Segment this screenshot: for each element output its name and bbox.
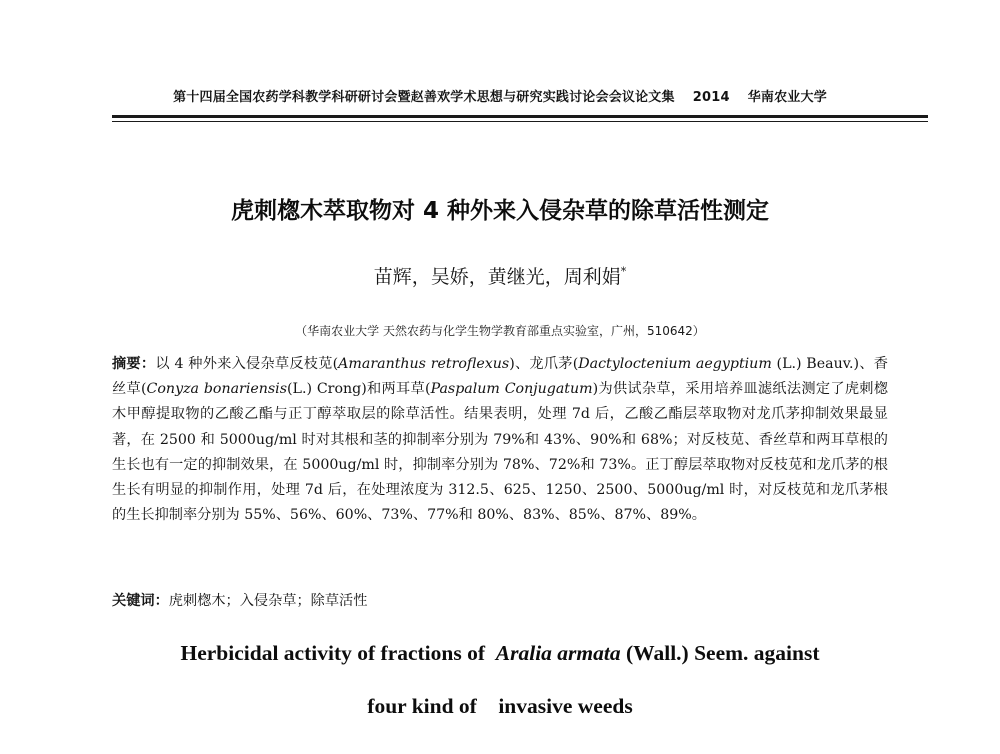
keywords-text: 虎刺楤木；入侵杂草；除草活性 — [168, 593, 368, 609]
proceedings-institution: 华南农业大学 — [747, 90, 827, 105]
paper-title: 虎刺楤木萃取物对 4 种外来入侵杂草的除草活性测定 — [230, 198, 770, 224]
species-name: Dactyloctenium aegyptium — [578, 356, 772, 372]
abstract — [112, 352, 888, 528]
species-name: Conyza bonariensis — [146, 381, 287, 398]
abstract-text: (L.) Crong)和两耳草( — [287, 381, 431, 398]
header-rule-thick — [112, 115, 928, 118]
species-name: Paspalum Conjugatum — [430, 381, 593, 398]
proceedings-name: 第十四届全国农药学科教学科研研讨会暨赵善欢学术思想与研究实践讨论会会议论文集 — [173, 90, 675, 105]
running-header — [0, 86, 1000, 105]
keywords-label: 关键词： — [112, 593, 169, 609]
corresponding-author-mark: * — [620, 265, 627, 278]
english-title-prefix: Herbicidal activity of fractions of — [180, 641, 486, 665]
abstract-text: )、龙爪茅( — [509, 356, 579, 372]
english-title-line2: four kind of invasive weeds — [367, 694, 633, 718]
species-name: Amaranthus retroflexus — [338, 356, 510, 372]
abstract-label: 摘要： — [112, 356, 156, 372]
abstract-text: 以 4 种外来入侵杂草反枝苋( — [155, 356, 339, 372]
proceedings-year: 2014 — [692, 90, 730, 105]
english-title-species: Aralia armata — [495, 641, 621, 665]
header-rule-thin — [112, 121, 928, 122]
english-title-suffix: (Wall.) Seem. against — [626, 641, 820, 665]
abstract-text: )为供试杂草，采用培养皿滤纸法测定了虎刺楤木甲醇提取物的乙酸乙酯与正丁醇萃取层的除草活性。结果表明，处理 7d 后，乙酸乙酯层萃取物对龙爪茅抑制效果最显著，在 2500 和 5000ug/ml 时对其根和茎的抑制率分别为 79%和 43%、90%和 68%；对反枝苋、香丝草和两耳草根的生长也有一定的抑制效果，在 5000ug/ml 时，抑制率分别为 78%、72%和 73%。正丁醇层萃取物对反枝苋和龙爪茅的根生长有明显的抑制作用，处理 7d 后，在处理浓度为 312.5、625、1250、2500、5000ug/ml 时，对反枝苋和龙爪茅根的生长抑制率分别为 55%、56%、60%、73%、77%和 80%、83%、85%、87%、89%。 — [112, 381, 888, 524]
english-title-line1 — [0, 641, 1000, 666]
author-list — [0, 262, 1000, 289]
author-names: 苗辉，吴娇，黄继光，周利娟 — [373, 266, 621, 288]
affiliation: （华南农业大学 天然农药与化学生物学教育部重点实验室，广州，510642） — [295, 324, 705, 338]
abstract-text: (L.) Beauv.)、香丝草( — [112, 356, 888, 398]
keywords — [112, 590, 888, 610]
